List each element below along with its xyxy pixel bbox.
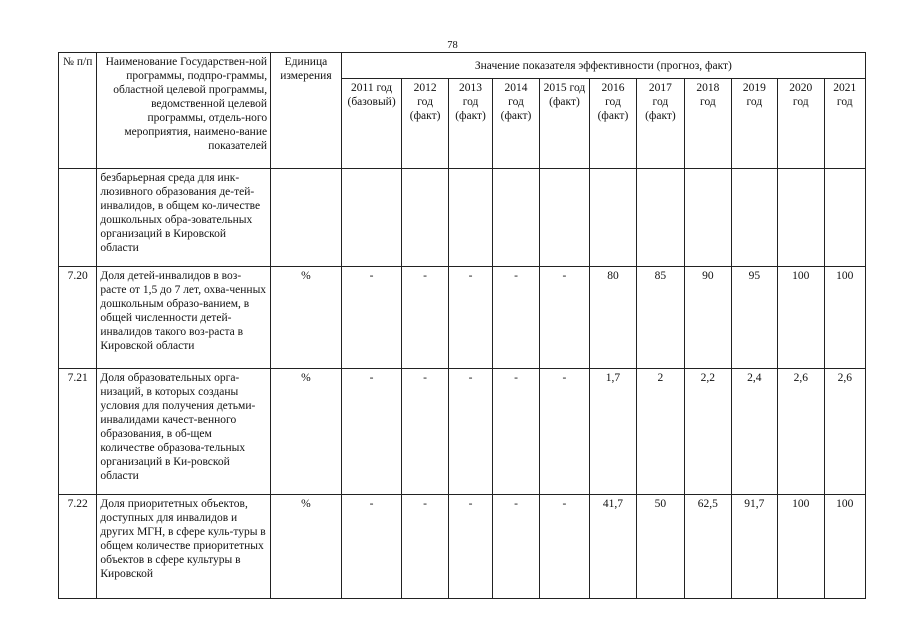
row-value: 100 xyxy=(778,267,824,369)
row-indicator-name: Доля приоритетных объектов, доступных для инвалидов и других МГН, в сфере куль-туры в общем количестве приоритетных объектов в сфере культуры в Кировской xyxy=(97,495,271,599)
row-value: - xyxy=(448,267,492,369)
row-value: 62,5 xyxy=(685,495,731,599)
row-unit: % xyxy=(271,267,342,369)
row-value: - xyxy=(539,267,590,369)
row-value xyxy=(824,169,866,267)
row-value: - xyxy=(448,495,492,599)
row-value: 80 xyxy=(590,267,636,369)
row-value: - xyxy=(493,267,539,369)
row-value xyxy=(402,169,448,267)
row-value xyxy=(778,169,824,267)
row-value: 50 xyxy=(636,495,684,599)
table-row xyxy=(59,369,866,495)
header-year: 2012 год (факт) xyxy=(402,79,448,169)
row-value: 1,7 xyxy=(590,369,636,495)
row-value: - xyxy=(341,495,402,599)
header-year: 2017 год (факт) xyxy=(636,79,684,169)
row-value: - xyxy=(448,369,492,495)
row-value: 41,7 xyxy=(590,495,636,599)
row-value xyxy=(590,169,636,267)
row-value: - xyxy=(402,369,448,495)
row-value: - xyxy=(539,495,590,599)
row-number xyxy=(59,169,97,267)
row-value xyxy=(493,169,539,267)
row-value: - xyxy=(402,495,448,599)
row-value: 100 xyxy=(824,267,866,369)
table-row xyxy=(59,169,866,267)
header-year: 2021 год xyxy=(824,79,866,169)
row-indicator-name: Доля образовательных орга-низаций, в которых созданы условия для получения детьми-инвалидами качест-венного образования, в об-щем количестве образова-тельных организаций в Ки-ровской области xyxy=(97,369,271,495)
row-value: 91,7 xyxy=(731,495,777,599)
row-unit: % xyxy=(271,369,342,495)
indicators-table xyxy=(58,52,866,599)
row-indicator-name: безбарьерная среда для инк-люзивного образования де-тей-инвалидов, в общем ко-личестве дошкольных обра-зовательных организаций в Кировской области xyxy=(97,169,271,267)
row-value: 2 xyxy=(636,369,684,495)
row-value: 2,6 xyxy=(778,369,824,495)
row-value xyxy=(731,169,777,267)
header-name: Наименование Государствен-ной программы, подпро-граммы, областной целевой программы, ведомственной целевой программы, отдель-ного мероприятия, наимено-вание показателей xyxy=(97,53,271,169)
row-value xyxy=(539,169,590,267)
row-value: 90 xyxy=(685,267,731,369)
row-unit: % xyxy=(271,495,342,599)
row-value: 2,2 xyxy=(685,369,731,495)
table-row xyxy=(59,495,866,599)
row-value: 85 xyxy=(636,267,684,369)
row-value: - xyxy=(402,267,448,369)
header-year: 2014 год (факт) xyxy=(493,79,539,169)
header-unit: Единица измерения xyxy=(271,53,342,169)
page-number: 78 xyxy=(447,40,458,51)
row-value: 95 xyxy=(731,267,777,369)
header-year: 2020 год xyxy=(778,79,824,169)
row-value: 100 xyxy=(778,495,824,599)
header-year: 2011 год (базовый) xyxy=(341,79,402,169)
row-value xyxy=(341,169,402,267)
row-value xyxy=(448,169,492,267)
row-value: - xyxy=(493,369,539,495)
row-number: 7.20 xyxy=(59,267,97,369)
row-value: 100 xyxy=(824,495,866,599)
row-indicator-name: Доля детей-инвалидов в воз-расте от 1,5 до 7 лет, охва-ченных дошкольным образо-ванием, в общей численности детей-инвалидов такого воз-раста в Кировской области xyxy=(97,267,271,369)
header-values-group: Значение показателя эффективности (прогноз, факт) xyxy=(341,53,865,79)
row-number: 7.22 xyxy=(59,495,97,599)
header-year: 2018 год xyxy=(685,79,731,169)
header-year: 2015 год (факт) xyxy=(539,79,590,169)
row-value: - xyxy=(341,369,402,495)
row-value: 2,6 xyxy=(824,369,866,495)
row-number: 7.21 xyxy=(59,369,97,495)
row-value: 2,4 xyxy=(731,369,777,495)
row-value: - xyxy=(539,369,590,495)
row-value xyxy=(685,169,731,267)
row-value: - xyxy=(341,267,402,369)
header-year: 2013 год (факт) xyxy=(448,79,492,169)
row-value xyxy=(636,169,684,267)
row-unit xyxy=(271,169,342,267)
header-year: 2016 год (факт) xyxy=(590,79,636,169)
header-year: 2019 год xyxy=(731,79,777,169)
header-num: № п/п xyxy=(59,53,97,169)
row-value: - xyxy=(493,495,539,599)
table-row xyxy=(59,267,866,369)
